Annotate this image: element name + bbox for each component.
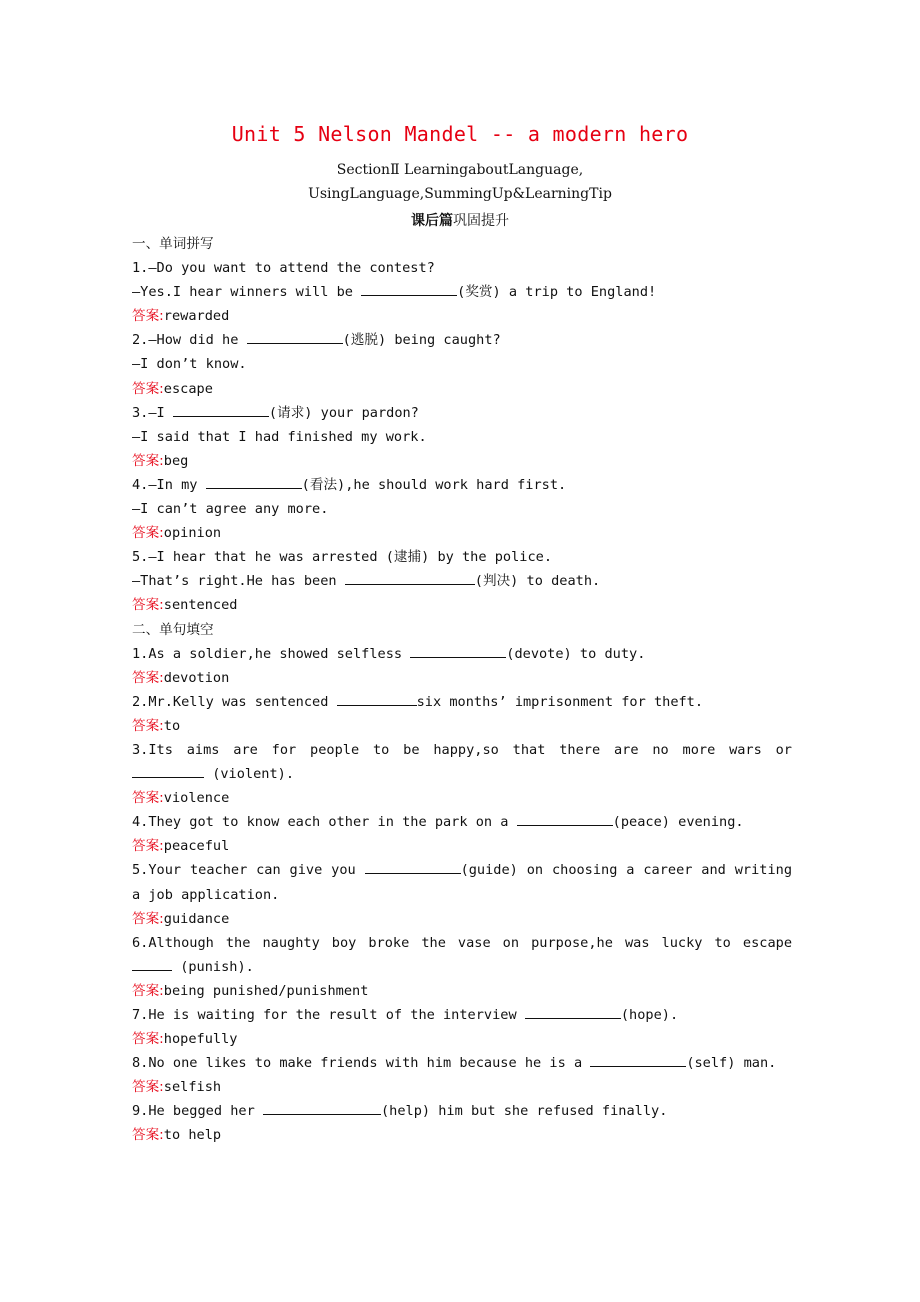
answer-text: escape	[163, 380, 213, 397]
p2-q1-text-after: (devote) to duty.	[506, 645, 646, 662]
p2-q7-text-after: (hope).	[620, 1007, 679, 1023]
answer-label: 答案:	[132, 790, 164, 807]
answer-label: 答案:	[132, 452, 164, 469]
p2-q7	[132, 1003, 792, 1027]
answer-blank[interactable]	[525, 1004, 621, 1019]
practice-heading-rest: 巩固提升	[453, 213, 509, 229]
answer-label: 答案:	[132, 308, 164, 325]
answer-blank[interactable]	[410, 643, 506, 658]
answer-blank[interactable]	[337, 691, 417, 706]
p2-q5-text-after: (guide) on choosing a career and writing a job application.	[132, 862, 793, 903]
answer-blank[interactable]	[590, 1052, 686, 1067]
answer-label: 答案:	[132, 1127, 164, 1144]
answer-text: selfish	[163, 1079, 222, 1096]
p1-q3-line1	[132, 401, 792, 425]
p2-q4-text-before: 4.They got to know each other in the park on a	[132, 814, 517, 831]
answer-label: 答案:	[132, 838, 164, 855]
p1-q2-text-before: 2.—How did he	[132, 332, 247, 349]
p1-q5-text-after: (判决) to death.	[474, 573, 601, 590]
p2-q8-text-before: 8.No one likes to make friends with him because he is a	[132, 1055, 591, 1072]
answer-text: to	[163, 717, 181, 734]
p1-q3-line2: —I said that I had finished my work.	[132, 428, 427, 445]
answer-label: 答案:	[132, 982, 164, 999]
answer-label: 答案:	[132, 1031, 164, 1048]
p2-q4	[132, 810, 792, 834]
answer-blank[interactable]	[173, 402, 269, 417]
p1-q4-line2: —I can’t agree any more.	[132, 501, 329, 518]
p2-q9	[132, 1099, 792, 1123]
p1-q4-text-before: 4.—In my	[132, 476, 206, 493]
answer-blank[interactable]	[361, 281, 457, 296]
p1-q5-text-before: —That’s right.He has been	[132, 573, 345, 590]
answer-text: to help	[163, 1127, 222, 1144]
answer-line	[132, 521, 792, 545]
p2-q3-text-before: 3.Its aims are for people to be happy,so that there are no more wars or	[132, 741, 792, 758]
answer-text: violence	[163, 790, 230, 807]
answer-line	[132, 449, 792, 473]
answer-line	[132, 979, 792, 1003]
p2-q6-text-before: 6.Although the naughty boy broke the vase on purpose,he was lucky to escape	[132, 934, 792, 951]
answer-label: 答案:	[132, 717, 164, 734]
p2-q6-text-after: (punish).	[180, 958, 254, 975]
p1-q4-line1	[132, 473, 792, 497]
answer-label: 答案:	[132, 910, 164, 927]
p1-q1-line1: 1.—Do you want to attend the contest?	[132, 260, 435, 277]
practice-heading	[0, 210, 920, 230]
answer-label: 答案:	[132, 597, 164, 614]
answer-text: devotion	[163, 669, 230, 686]
p2-q8-text-after: (self) man.	[686, 1055, 777, 1072]
answer-line	[132, 593, 792, 617]
p1-q5-line1: 5.—I hear that he was arrested (逮捕) by the police.	[132, 549, 553, 566]
answer-blank[interactable]	[365, 859, 461, 874]
p2-q1	[132, 642, 792, 666]
p1-q5-line2	[132, 569, 792, 593]
answer-blank[interactable]	[132, 956, 172, 971]
answer-line	[132, 666, 792, 690]
p2-q3	[132, 738, 792, 786]
p2-q3-text-after: (violent).	[212, 766, 295, 783]
answer-line	[132, 377, 792, 401]
answer-text: sentenced	[163, 597, 238, 614]
answer-label: 答案:	[132, 525, 164, 542]
answer-text: peaceful	[163, 838, 230, 855]
p1-q2-line1	[132, 328, 792, 352]
answer-line	[132, 907, 792, 931]
p2-q9-text-before: 9.He begged her	[132, 1103, 263, 1120]
p2-q5	[132, 858, 792, 906]
section-line-1: SectionⅡ LearningaboutLanguage,	[336, 162, 584, 178]
p1-q1-line2	[132, 280, 792, 304]
p2-q4-text-after: (peace) evening.	[612, 814, 744, 831]
answer-line	[132, 786, 792, 810]
p2-q5-text-before: 5.Your teacher can give you	[132, 862, 365, 879]
answer-blank[interactable]	[247, 329, 343, 344]
section-line-2: UsingLanguage,SummingUp&LearningTip	[308, 186, 612, 202]
practice-heading-bold: 课后篇	[411, 213, 453, 229]
answer-text: being punished/punishment	[163, 982, 369, 999]
p1-q3-text-after: (请求) your pardon?	[268, 404, 419, 421]
answer-line	[132, 304, 792, 328]
answer-line	[132, 1123, 792, 1147]
p1-q1-text-before: —Yes.I hear winners will be	[132, 284, 362, 301]
answer-blank[interactable]	[263, 1100, 381, 1115]
p2-q2-text-before: 2.Mr.Kelly was sentenced	[132, 693, 337, 710]
exercise-content	[132, 232, 792, 1148]
answer-text: guidance	[163, 910, 230, 927]
answer-label: 答案:	[132, 380, 164, 397]
answer-blank[interactable]	[345, 570, 475, 585]
p2-q1-text-before: 1.As a soldier,he showed selfless	[132, 645, 411, 662]
p2-q9-text-after: (help) him but she refused finally.	[380, 1103, 668, 1120]
answer-label: 答案:	[132, 1079, 164, 1096]
p2-q8	[132, 1051, 792, 1075]
part2-heading: 二、单句填空	[132, 621, 214, 638]
answer-blank[interactable]	[132, 763, 204, 778]
answer-blank[interactable]	[206, 474, 302, 489]
p2-q2	[132, 690, 792, 714]
p1-q3-text-before: 3.—I	[132, 404, 173, 421]
answer-label: 答案:	[132, 669, 164, 686]
p1-q4-text-after: (看法),he should work hard first.	[301, 476, 567, 493]
part1-heading: 一、单词拼写	[132, 236, 214, 252]
answer-text: beg	[163, 452, 189, 469]
p1-q2-line2: —I don’t know.	[132, 356, 247, 373]
answer-line	[132, 834, 792, 858]
answer-line	[132, 714, 792, 738]
answer-text: rewarded	[163, 308, 230, 325]
p1-q1-text-after: (奖赏) a trip to England!	[457, 284, 657, 301]
p2-q6	[132, 931, 792, 979]
p2-q7-text-before: 7.He is waiting for the result of the interview	[132, 1007, 525, 1023]
answer-text: hopefully	[163, 1031, 238, 1048]
answer-line	[132, 1027, 792, 1051]
p2-q2-text-after: six months’ imprisonment for theft.	[416, 693, 704, 710]
answer-blank[interactable]	[517, 811, 613, 826]
p1-q2-text-after: (逃脱) being caught?	[342, 332, 501, 349]
page-title: Unit 5 Nelson Mandel -- a modern hero	[231, 122, 689, 146]
answer-text: opinion	[163, 525, 222, 542]
answer-line	[132, 1075, 792, 1099]
